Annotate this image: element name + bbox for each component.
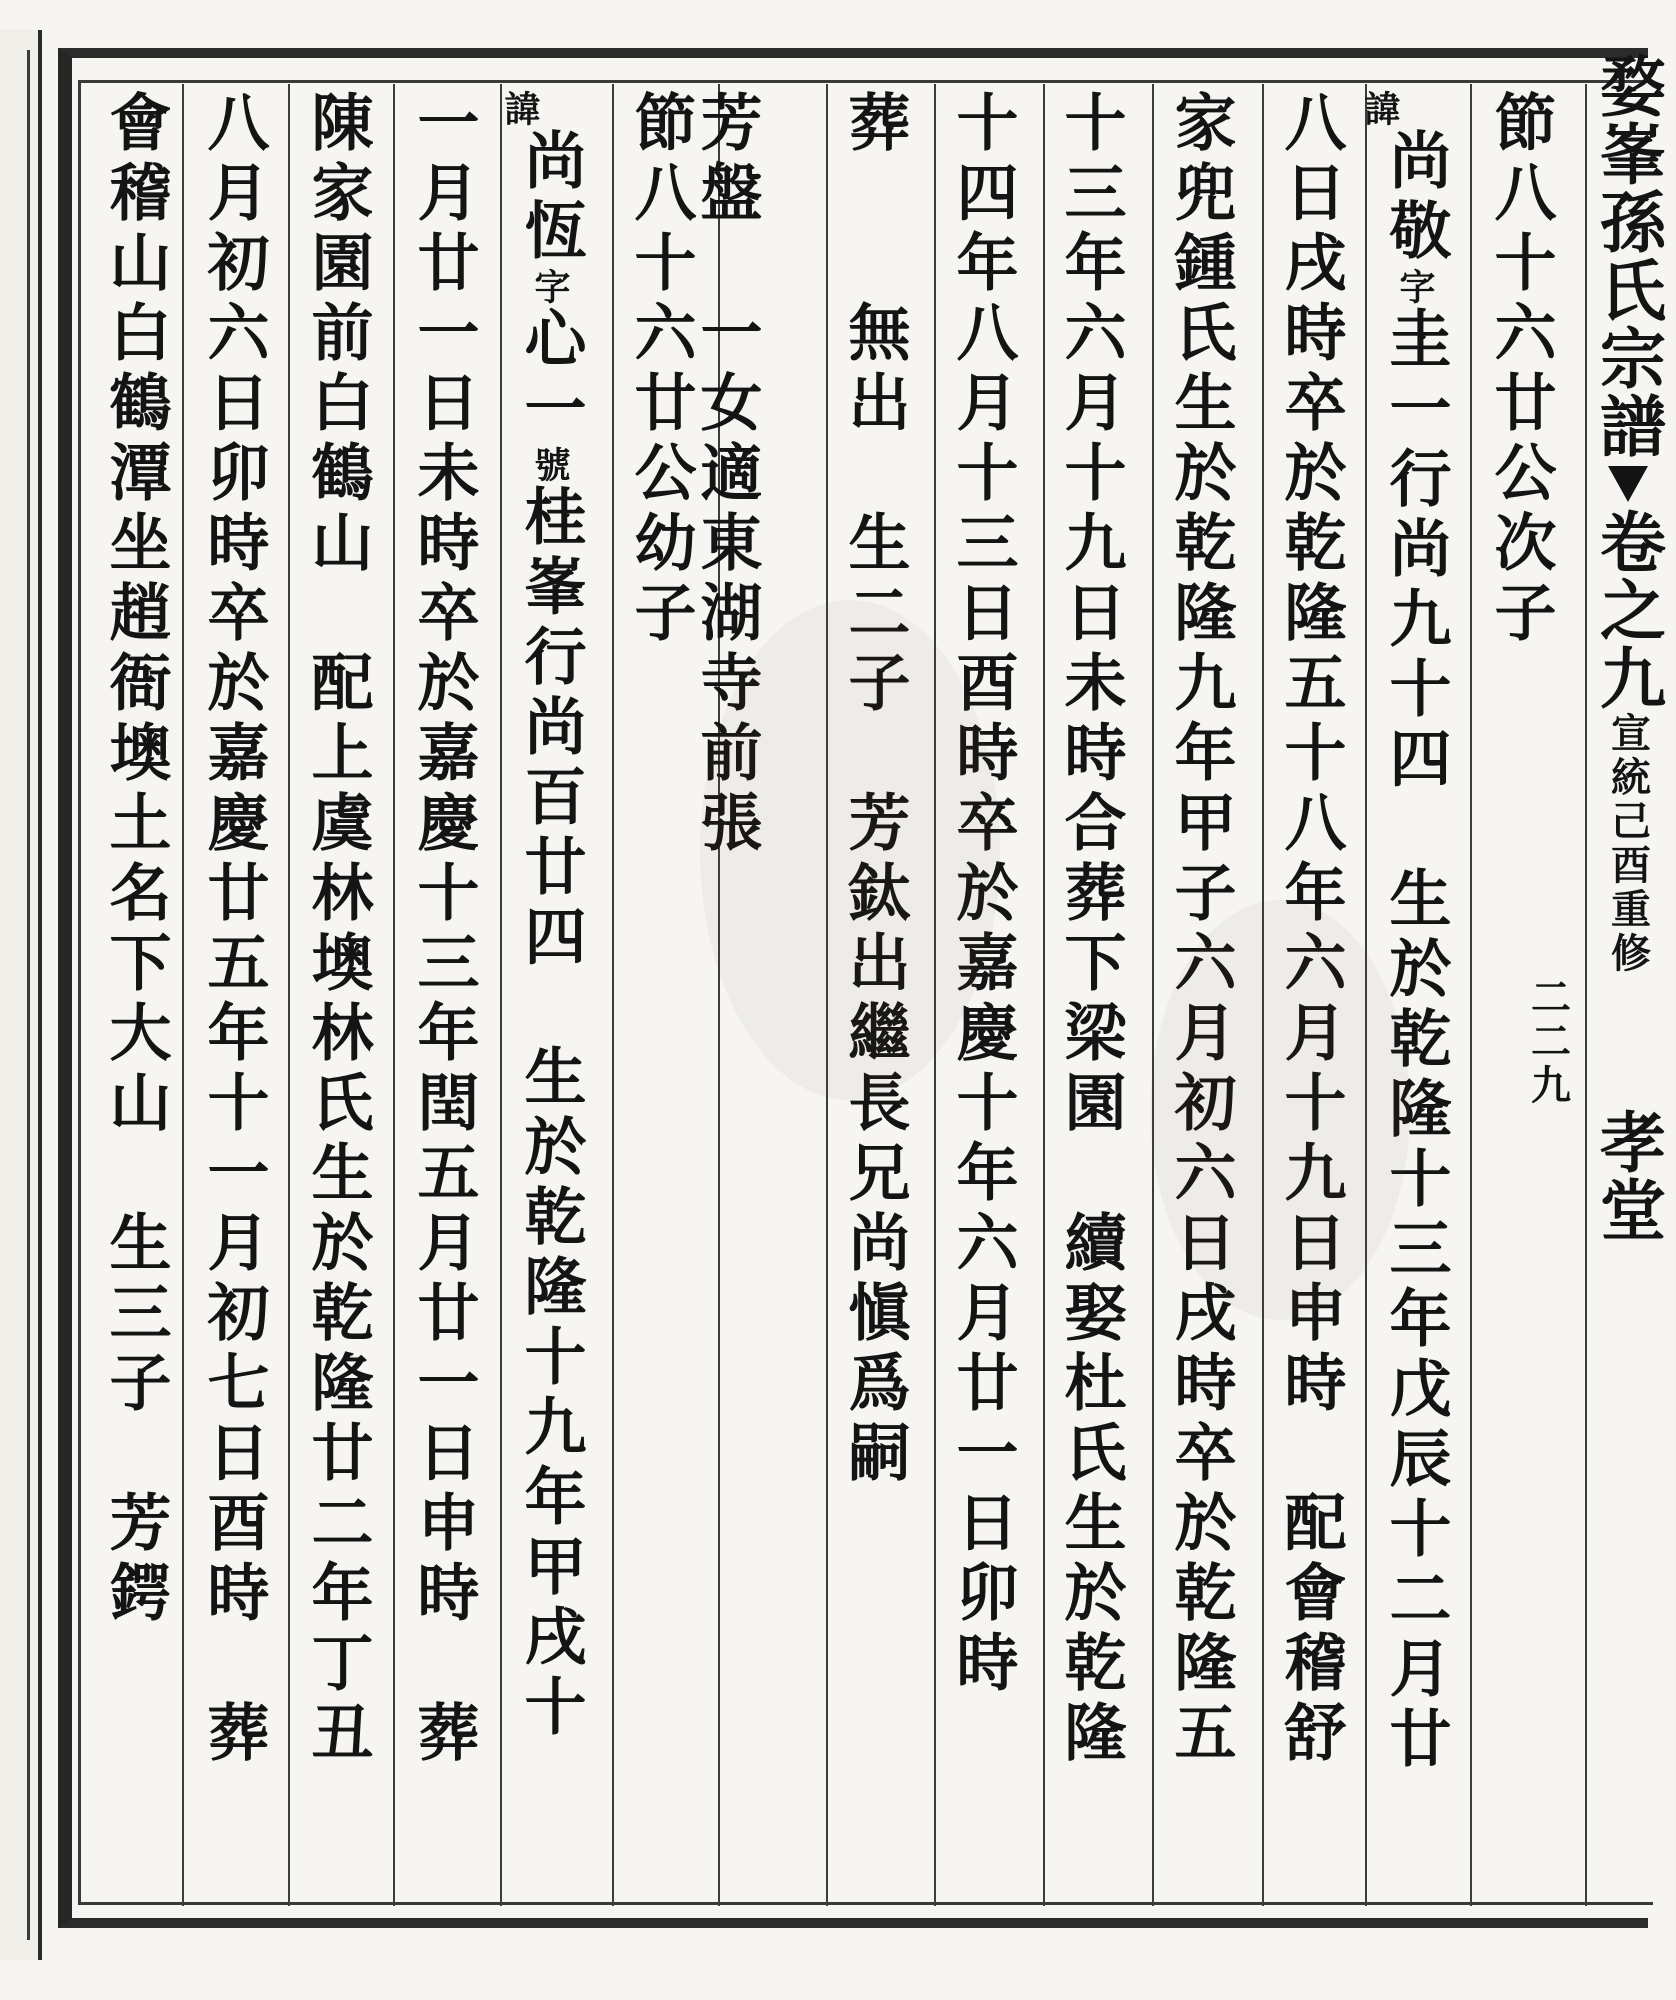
column-text: 家兜鍾氏生於乾隆九年甲子六月初六日戌時卒於乾隆五: [1164, 90, 1237, 1770]
column-text: 八月初六日卯時卒於嘉慶廿五年十一月初七日酉時 葬: [197, 90, 270, 1770]
column-text: 葬 無出 生二子 芳鈦出繼長兄尚愼爲嗣: [838, 90, 911, 1490]
column-rule: [1152, 84, 1154, 1906]
text-column-1: [1475, 90, 1575, 1900]
taboo-name-marker: 諱: [499, 90, 541, 128]
text-column-9: [615, 90, 705, 1900]
given-name: 尚恆: [514, 128, 587, 268]
text-column-5: [1045, 90, 1135, 1900]
courtesy-name: 心一: [514, 306, 587, 446]
previous-page-edge: [0, 30, 42, 1960]
volume-label: 卷之九: [1588, 508, 1667, 712]
fish-tail-mark: [1608, 466, 1648, 502]
column-text: 節八十六廿公幼子: [624, 90, 697, 650]
taboo-name-marker: 諱: [1359, 90, 1401, 128]
text-column-14: [90, 90, 180, 1900]
column-rule: [1470, 84, 1472, 1906]
column-text: 一月廿一日未時卒於嘉慶十三年閏五月廿一日申時 葬: [407, 90, 480, 1770]
page-number: 二二九: [1524, 976, 1572, 1108]
column-text: 十四年八月十三日酉時卒於嘉慶十年六月廿一日卯時: [946, 90, 1019, 1700]
column-text: 圭一行尚九十四 生於乾隆十三年戊辰十二月廿: [1379, 306, 1452, 1776]
column-text: 陳家園前白鶴山 配上虞林墺林氏生於乾隆廿二年丁丑: [301, 90, 374, 1770]
page-header-margin: [1524, 52, 1671, 1932]
column-rule: [288, 84, 290, 1906]
paper-stain: [700, 600, 1000, 1100]
column-text: 芳盤 一女適東湖寺前張: [690, 90, 763, 860]
column-rule: [612, 84, 614, 1906]
art-name-marker: 號: [529, 446, 571, 484]
text-column-10: [499, 90, 595, 1900]
courtesy-name-marker: 字: [1394, 268, 1436, 306]
column-text: 八日戌時卒於乾隆五十八年六月十九日申時 配會稽舒: [1274, 90, 1347, 1770]
text-column-12: [292, 90, 382, 1900]
hall-name: 孝堂: [1588, 1108, 1667, 1244]
column-text: 桂峯行尚百廿四 生於乾隆十九年甲戌十: [514, 484, 587, 1744]
given-name: 尚敬: [1379, 128, 1452, 268]
column-text: 節八十六廿公次子: [1484, 90, 1557, 650]
column-text: 會稽山白鶴潭坐趙衙墺土名下大山 生三子 芳鍔: [99, 90, 172, 1630]
courtesy-name-marker: 字: [529, 268, 571, 306]
column-text: 十三年六月十九日未時合葬下梁園 續娶杜氏生於乾隆: [1054, 90, 1127, 1770]
text-column-13: [188, 90, 278, 1900]
column-rule: [500, 84, 502, 1906]
column-rule: [182, 84, 184, 1906]
column-rule: [393, 84, 395, 1906]
book-title: 婺峯孫氏宗譜: [1588, 52, 1667, 460]
paper-stain: [1150, 900, 1410, 1320]
text-column-11: [398, 90, 488, 1900]
edition-note: 宣統己酉重修: [1604, 712, 1652, 976]
